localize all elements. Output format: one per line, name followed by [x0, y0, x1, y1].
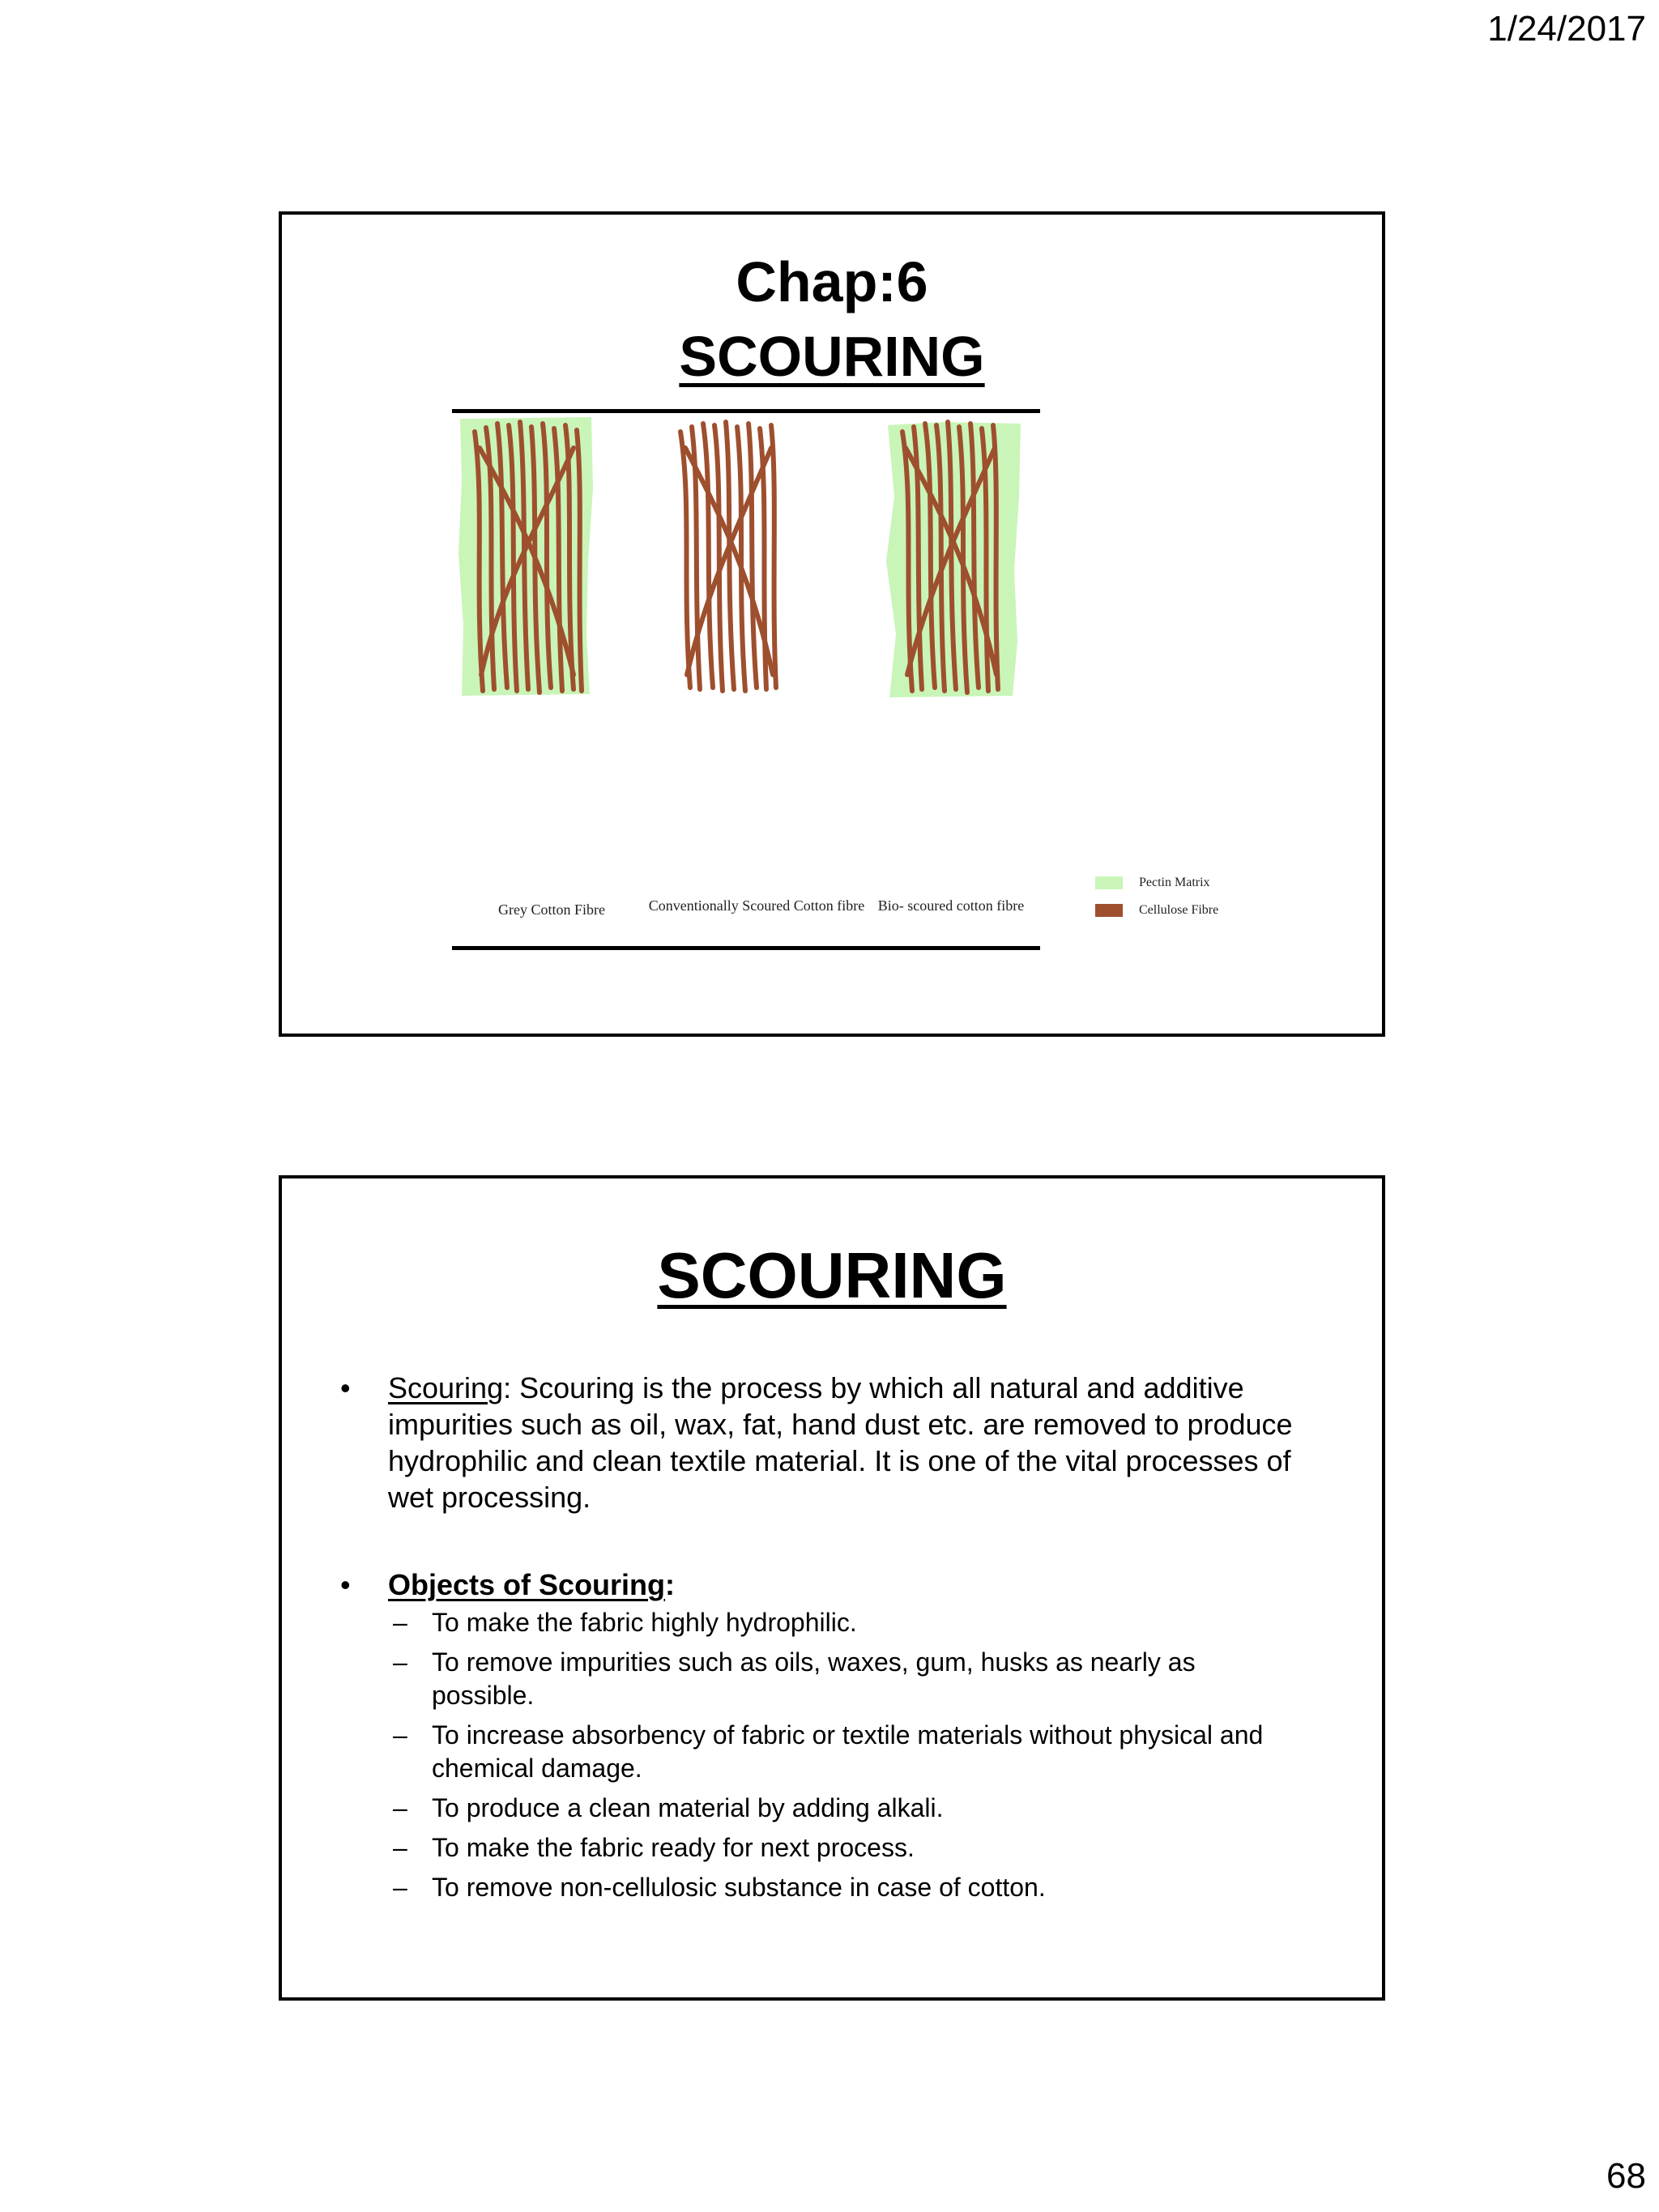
term-objects-of-scouring: Objects of Scouring [388, 1568, 666, 1601]
legend-item-pectin-matrix [1095, 876, 1210, 890]
figure-top-rule [452, 409, 1040, 413]
legend-swatch-cellulose [1095, 904, 1123, 917]
slide-1-title [282, 325, 1382, 388]
fibre-illustration [452, 416, 1040, 699]
list-item [388, 1792, 1304, 1825]
list-item-text: To remove non-cellulosic substance in case of cotton. [432, 1873, 1046, 1902]
list-item [388, 1719, 1304, 1785]
legend-label-pectin: Pectin Matrix [1139, 876, 1210, 889]
caption-bio-scoured: Bio- scoured cotton fibre [877, 897, 1025, 914]
list-item-text: To make the fabric ready for next process. [432, 1833, 915, 1862]
list-item-text: To produce a clean material by adding alkali. [432, 1793, 944, 1822]
bullet-objects-heading [388, 1566, 1304, 1603]
list-item-text: To remove impurities such as oils, waxes, gum, husks as nearly as possible. [432, 1647, 1196, 1710]
bullet-dot: • [340, 1568, 351, 1601]
term-scouring: Scouring [388, 1371, 504, 1404]
list-item [388, 1831, 1304, 1865]
dash-marker: – [393, 1647, 407, 1677]
caption-grey-cotton-fibre: Grey Cotton Fibre [498, 901, 605, 918]
slide-2-title-text: SCOURING [657, 1239, 1007, 1311]
list-item [388, 1646, 1304, 1712]
list-item-text: To make the fabric highly hydrophilic. [432, 1608, 857, 1637]
page-number: 68 [1606, 2156, 1646, 2196]
bullet-objects [340, 1566, 1304, 1603]
slide-1 [279, 211, 1385, 1037]
dash-marker: – [393, 1833, 407, 1862]
dash-marker: – [393, 1873, 407, 1902]
slide-1-chapter-title: Chap:6 [736, 250, 928, 313]
bullet-list [340, 1370, 1304, 1911]
caption-conventionally-scoured: Conventionally Scoured Cotton fibre [648, 897, 865, 914]
conventionally-scoured-fibre-drawing [680, 422, 776, 691]
slide-2-title [282, 1239, 1382, 1311]
objects-sublist [388, 1606, 1304, 1904]
objects-colon: : [665, 1568, 676, 1601]
legend-swatch-pectin [1095, 876, 1123, 889]
figure-bottom-rule [452, 946, 1040, 950]
bullet-definition [340, 1370, 1304, 1515]
grey-cotton-fibre-drawing [458, 417, 593, 696]
dash-marker: – [393, 1793, 407, 1822]
list-item [388, 1606, 1304, 1639]
page-date: 1/24/2017 [1487, 9, 1646, 49]
bio-scoured-fibre-drawing [886, 422, 1021, 697]
list-item [388, 1871, 1304, 1904]
dash-marker: – [393, 1608, 407, 1637]
list-item-text: To increase absorbency of fabric or textile materials without physical and chemical damage. [432, 1720, 1264, 1783]
slide-1-title-text: SCOURING [679, 325, 985, 388]
bullet-dot: • [340, 1371, 351, 1404]
slide-2 [279, 1175, 1385, 2001]
definition-text: : Scouring is the process by which all natural and additive impurities such as oil, wax, fat, hand dust etc. are removed to produce hydrophilic and clean textile material. It is one of the vital processes of wet processing. [388, 1371, 1293, 1514]
legend-item-cellulose-fibre [1095, 903, 1218, 918]
dash-marker: – [393, 1720, 407, 1750]
legend-label-cellulose: Cellulose Fibre [1139, 903, 1219, 917]
bullet-definition-text [388, 1370, 1304, 1515]
